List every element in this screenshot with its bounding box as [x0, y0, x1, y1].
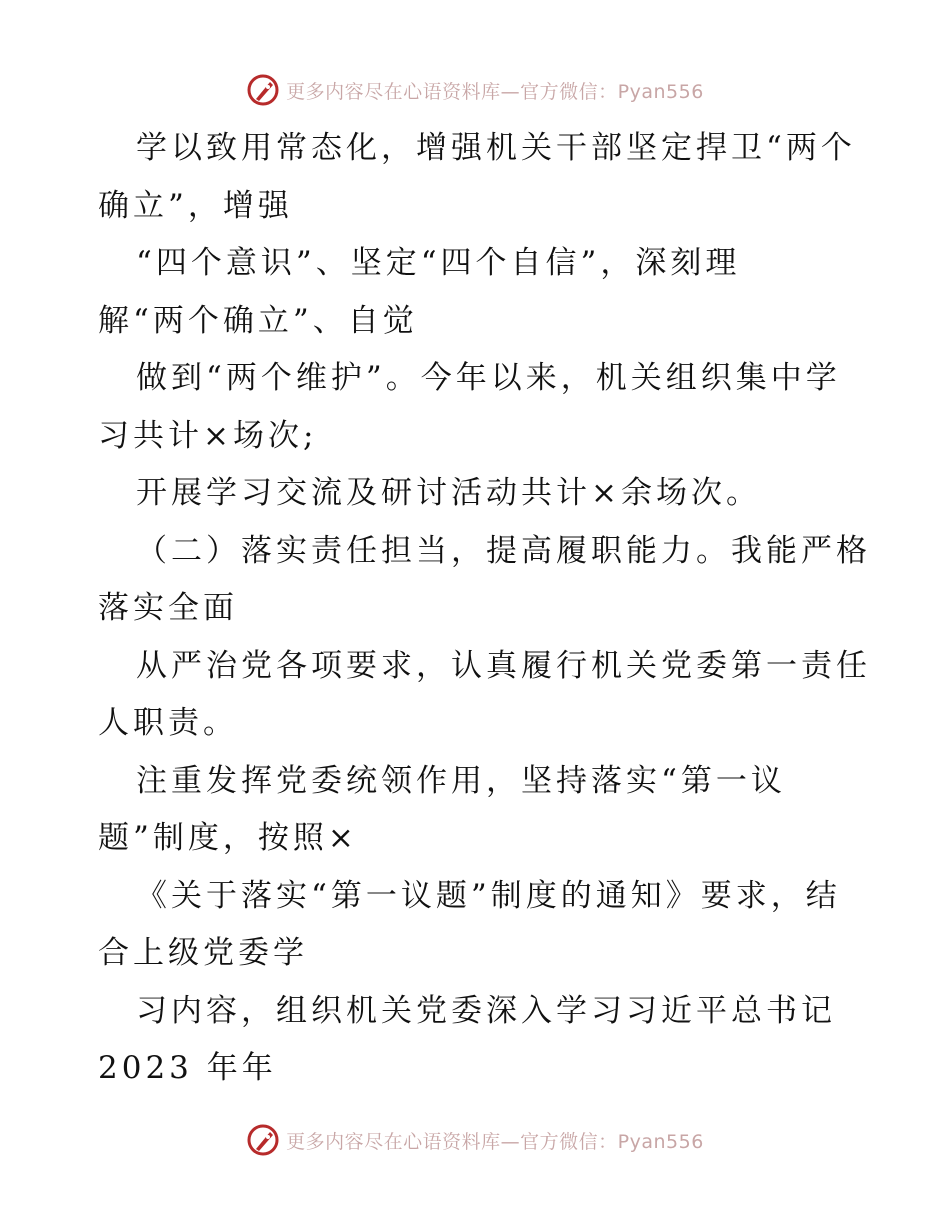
body-line: 开展学习交流及研讨活动共计×余场次。: [136, 475, 761, 511]
body-line: 习共计×场次;: [98, 417, 318, 454]
pen-nib-logo-icon: [246, 1123, 280, 1157]
pen-nib-logo-icon: [246, 73, 280, 107]
document-body: [98, 120, 871, 1098]
body-line: 落实全面: [98, 590, 238, 626]
body-line: 学以致用常态化，增强机关干部坚定捍卫“两个: [136, 130, 856, 166]
footer-banner-text: 更多内容尽在心语资料库—官方微信：Pyan556: [286, 1130, 704, 1153]
body-line: （二）落实责任担当，提高履职能力。我能严格: [136, 532, 871, 569]
body-line: 人职责。: [98, 705, 238, 741]
body-line: “四个意识”、坚定“四个自信”，深刻理: [136, 245, 741, 281]
body-line: 习内容，组织机关党委深入学习习近平总书记: [136, 992, 836, 1029]
body-line: 合上级党委学: [98, 935, 308, 971]
body-line: 2023 年年: [98, 1050, 277, 1086]
header-banner: [0, 70, 950, 110]
footer-banner: [0, 1120, 950, 1160]
body-line: 确立”，增强: [98, 187, 293, 224]
body-line: 解“两个确立”、自觉: [98, 302, 418, 339]
header-banner-text: 更多内容尽在心语资料库—官方微信：Pyan556: [286, 80, 704, 103]
body-line: 从严治党各项要求，认真履行机关党委第一责任: [136, 647, 871, 684]
body-line: 注重发挥党委统领作用，坚持落实“第一议: [136, 762, 786, 799]
body-line: 题”制度，按照×: [98, 820, 358, 856]
body-line: 《关于落实“第一议题”制度的通知》要求，结: [136, 877, 841, 914]
body-line: 做到“两个维护”。今年以来，机关组织集中学: [136, 360, 841, 396]
